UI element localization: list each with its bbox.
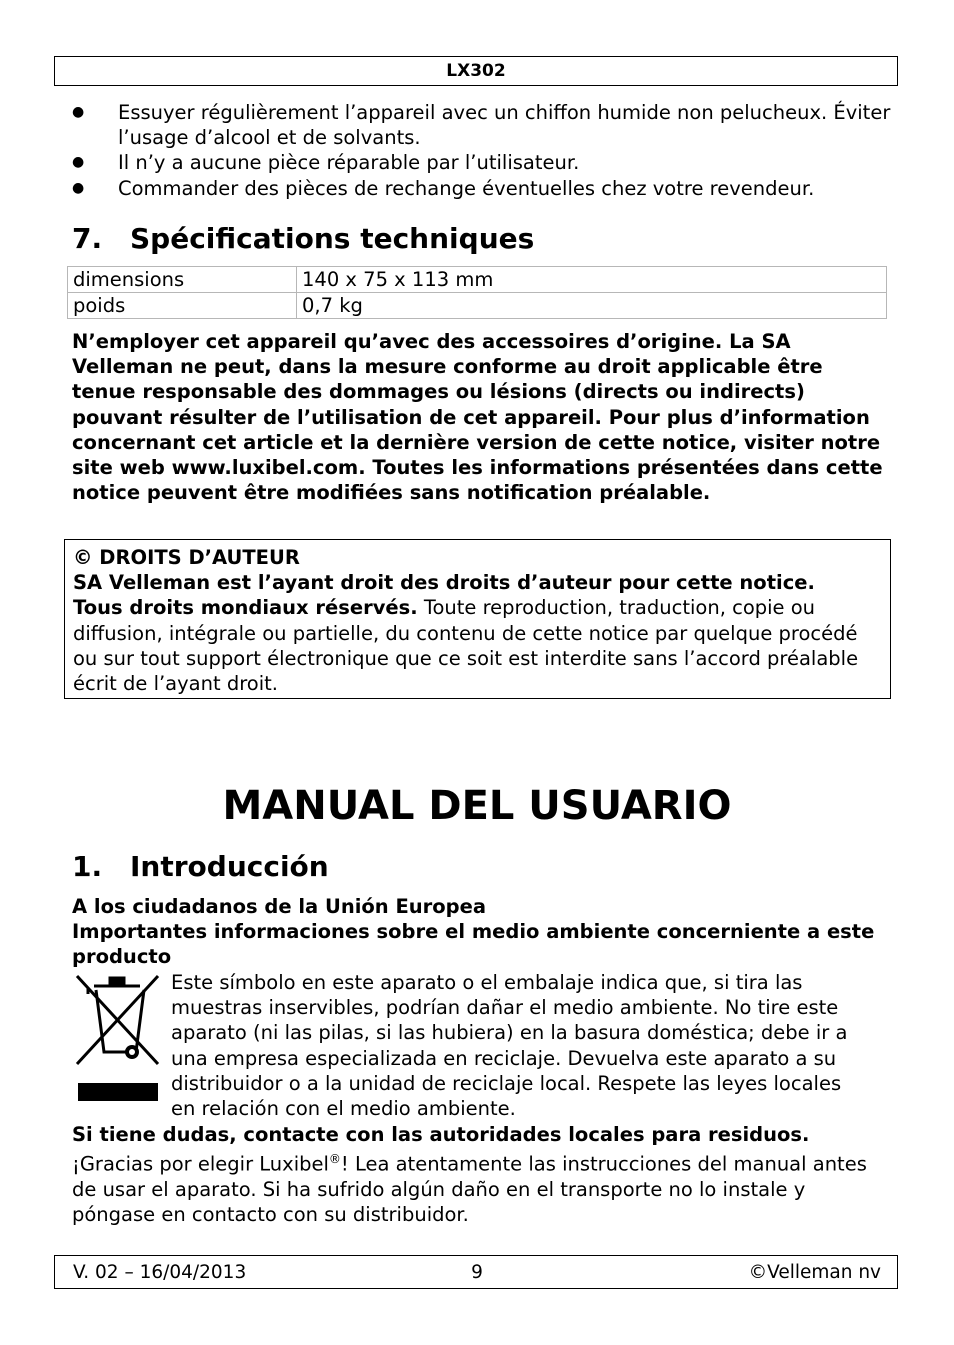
footer-page-number: 9 (471, 1262, 483, 1283)
registered-mark: ® (328, 1152, 341, 1167)
bullet-icon: ● (72, 104, 85, 120)
footer-box (54, 1255, 898, 1289)
copyright-reserved: Tous droits mondiaux réservés. (73, 596, 418, 620)
maintenance-list (72, 100, 892, 201)
section-title: Introducción (130, 850, 329, 883)
table-row (68, 293, 887, 319)
section-number: 1. (72, 850, 103, 883)
crossed-out-wheelie-bin-icon (74, 972, 162, 1102)
copyright-line: SA Velleman est l’ayant droit des droits d’auteur pour cette notice. (73, 571, 815, 595)
header-title: LX302 (446, 61, 506, 81)
manual-title: MANUAL DEL USUARIO (222, 783, 732, 829)
weee-paragraph: Este símbolo en este aparato o el embalaje indica que, si tira las muestras inservibles, podrían dañar el medio ambiente. No tire este aparato (ni las pilas, si las hubiera) en la basura doméstica; debe ir a una empresa especializada en reciclaje. Devuelva este aparato a su distribuidor o a la unidad de reciclaje local. Respete las leyes locales en relación con el medio ambiente. (171, 971, 848, 1121)
list-item: ● Commander des pièces de rechange éventuelles chez votre revendeur. (72, 176, 815, 200)
spec-key: dimensions (68, 267, 297, 293)
copyright-box (64, 539, 891, 699)
table-row (68, 267, 887, 293)
spec-table (67, 266, 887, 319)
copyright-text: Toute reproduction, traduction, copie ou diffusion, intégrale ou partielle, du contenu de cette notice par quelque procédé ou sur tout support électronique que ce soit est interdite sans l’accord préalable écrit de l’ayant droit. (73, 596, 859, 696)
section-number: 7. (72, 222, 103, 255)
spec-value: 140 x 75 x 113 mm (297, 267, 887, 293)
bullet-icon: ● (72, 179, 85, 196)
disclaimer-paragraph: N’employer cet appareil qu’avec des accessoires d’origine. La SA Velleman ne peut, dans la mesure conforme au droit applicable être tenue responsable des dommages ou lésions (directs ou indirects) pouvant résulter de l’utilisation de cet appareil. Pour plus d’information concernant cet article et la dernière version de cette notice, visiter notre site web www.luxibel.com. Toutes les informations présentées dans cette notice peuvent être modifiées sans notification préalable. (72, 330, 883, 505)
header-box (54, 56, 898, 86)
spec-key: poids (68, 293, 297, 319)
list-item: ● Essuyer régulièrement l’appareil avec un chiffon humide non pelucheux. Éviter l’usage d’alcool et de solvants. (72, 101, 891, 150)
section-heading (72, 222, 534, 256)
section-heading (72, 850, 329, 884)
list-item: ● Il n’y a aucune pièce réparable par l’utilisateur. (72, 151, 580, 175)
eu-citizens-line: A los ciudadanos de la Unión Europea (72, 895, 487, 918)
copyright-heading: © DROITS D’AUTEUR (73, 546, 300, 569)
thanks-paragraph: ¡Gracias por elegir Luxibel®! Lea atentamente las instrucciones del manual antes de usar el aparato. Si ha sufrido algún daño en el transporte no lo instale y póngase en contacto con su distribuidor. (72, 1152, 867, 1227)
spec-value: 0,7 kg (297, 293, 887, 319)
footer-copyright: ©Velleman nv (748, 1262, 881, 1283)
closing-paragraphs (72, 1122, 887, 1227)
footer-version: V. 02 – 16/04/2013 (73, 1262, 247, 1283)
eu-environment-line: Importantes informaciones sobre el medio ambiente concerniente a este producto (72, 920, 875, 969)
bullet-icon: ● (72, 154, 85, 171)
section-title: Spécifications techniques (130, 222, 535, 255)
doubt-line: Si tiene dudas, contacte con las autoridades locales para residuos. (72, 1123, 810, 1146)
eu-heading (72, 894, 887, 970)
